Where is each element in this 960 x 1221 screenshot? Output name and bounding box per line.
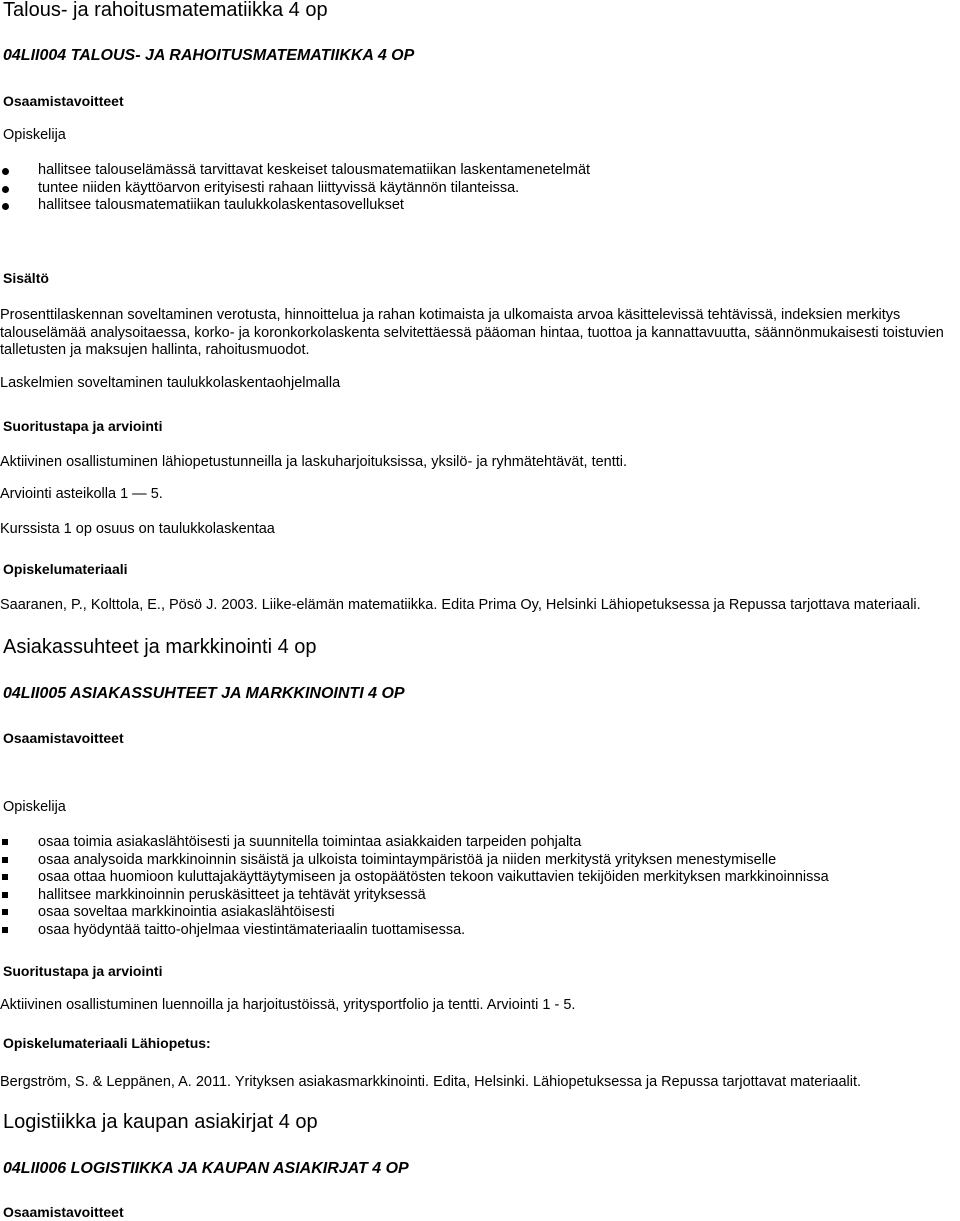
course1-title: Talous- ja rahoitusmatematiikka 4 op [3, 0, 328, 21]
course1-grading: Arviointi asteikolla 1 — 5. [0, 486, 163, 502]
course1-assessment-text: Aktiivinen osallistuminen lähiopetustunneilla ja laskuharjoituksissa, yksilö- ja ryhmätehtävät, tentti. [0, 454, 628, 470]
course2-materials-heading: Opiskelumateriaali Lähiopetus: [3, 1035, 211, 1051]
course1-outcomes-heading: Osaamistavoitteet [3, 93, 124, 109]
list-item: osaa analysoida markkinoinnin sisäistä ja ulkoista toimintaympäristöä ja niiden merkitystä yrityksen menestymiselle [38, 852, 829, 870]
course2-outcomes-heading: Osaamistavoitteet [3, 730, 124, 746]
course1-materials-text: Saaranen, P., Kolttola, E., Pösö J. 2003. Liike-elämän matematiikka. Edita Prima Oy, Helsinki Lähiopetuksessa ja Repussa tarjottava materiaali. [0, 597, 921, 613]
course2-title: Asiakassuhteet ja markkinointi 4 op [3, 636, 317, 658]
course1-spreadsheet-share: Kurssista 1 op osuus on taulukkolaskentaa [0, 521, 275, 537]
list-item: osaa ottaa huomioon kuluttajakäyttäytymiseen ja ostopäätösten tekoon vaikuttavien tekijöiden merkityksen markkinoinnissa [38, 869, 829, 886]
course1-assessment-heading: Suoritustapa ja arviointi [3, 418, 163, 434]
course2-assessment-heading: Suoritustapa ja arviointi [3, 963, 163, 979]
course3-code: 04LII006 LOGISTIIKKA JA KAUPAN ASIAKIRJAT 4 OP [3, 1160, 409, 1177]
course1-student-label: Opiskelija [3, 127, 66, 143]
course1-content-text-2: Laskelmien soveltaminen taulukkolaskentaohjelmalla [0, 375, 341, 391]
course2-materials-text: Bergström, S. & Leppänen, A. 2011. Yrityksen asiakasmarkkinointi. Edita, Helsinki. Lähiopetuksessa ja Repussa tarjottavat materiaalit. [0, 1074, 862, 1090]
course2-assessment-text: Aktiivinen osallistuminen luennoilla ja harjoitustöissä, yritysportfolio ja tentti. Arviointi 1 - 5. [0, 997, 576, 1013]
course2-code: 04LII005 ASIAKASSUHTEET JA MARKKINOINTI 4 OP [3, 685, 405, 702]
course1-content-heading: Sisältö [3, 270, 49, 286]
list-item: hallitsee talousmatematiikan taulukkolaskentasovellukset [38, 197, 590, 215]
list-item: osaa soveltaa markkinointia asiakaslähtöisesti [38, 904, 829, 922]
list-item: tuntee niiden käyttöarvon erityisesti rahaan liittyvissä käytännön tilanteissa. [38, 180, 590, 198]
list-item: osaa hyödyntää taitto-ohjelmaa viestintämateriaalin tuottamisessa. [38, 922, 829, 940]
list-item: osaa toimia asiakaslähtöisesti ja suunnitella toimintaa asiakkaiden tarpeiden pohjalta [38, 834, 829, 852]
list-item: hallitsee talouselämässä tarvittavat keskeiset talousmatematiikan laskentamenetelmät [38, 162, 591, 178]
course2-student-label: Opiskelija [3, 799, 66, 815]
course1-content-text: Prosenttilaskennan soveltaminen verotusta, hinnoittelua ja rahan kotimaista ja ulkomaista arvoa käsittelevissä tehtävissä, indeksien merkitys talouselämää analysoitaessa, korko- ja koronkorkolaskenta selvitettäessä pääoman hintaa, tuottoa ja kannattavuutta, säännönmukaisesti toistuvien talletusten ja maksujen hallinta, rahoitusmuodot. [0, 307, 944, 358]
course2-outcomes-list [38, 834, 829, 940]
course1-code: 04LII004 TALOUS- JA RAHOITUSMATEMATIIKKA 4 OP [3, 47, 415, 64]
list-item: hallitsee markkinoinnin peruskäsitteet ja tehtävät yrityksessä [38, 887, 829, 905]
course3-outcomes-heading: Osaamistavoitteet [3, 1204, 124, 1220]
course1-outcomes-list [38, 162, 590, 215]
course1-materials-heading: Opiskelumateriaali [3, 561, 128, 577]
course3-title: Logistiikka ja kaupan asiakirjat 4 op [3, 1111, 318, 1133]
